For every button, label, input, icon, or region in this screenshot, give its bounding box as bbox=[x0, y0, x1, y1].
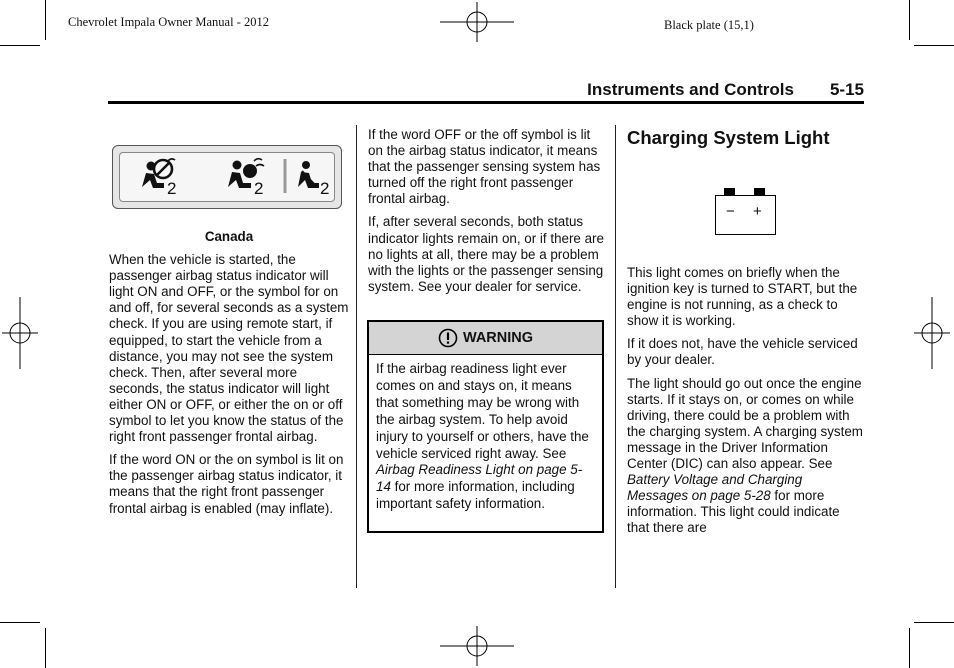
warning-text-main: If the airbag readiness light ever comes on and stays on, it means that something may be wrong with the airbag system. To help avoid injury to yourself or others, have the vehicle serviced right away. See bbox=[376, 361, 589, 461]
body-paragraph: If it does not, have the vehicle serviced by your dealer. bbox=[627, 336, 858, 368]
registration-mark-top bbox=[440, 2, 514, 42]
crop-mark bbox=[909, 0, 910, 40]
warning-text bbox=[369, 355, 602, 513]
registration-mark-left bbox=[2, 297, 38, 369]
crop-mark bbox=[45, 628, 46, 668]
indicator-face bbox=[119, 152, 335, 202]
figure-caption: Canada bbox=[204, 229, 254, 244]
airbag-status-icons bbox=[120, 153, 336, 203]
indicator-digit: 2 bbox=[320, 179, 330, 198]
column-3 bbox=[627, 265, 863, 544]
registration-mark-right bbox=[914, 297, 950, 369]
crop-mark bbox=[909, 628, 910, 668]
cross-reference-link[interactable]: Battery Voltage and Charging Messages on page 5-28 bbox=[627, 472, 803, 504]
body-paragraph: If the word OFF or the off symbol is lit on the airbag status indicator, it means that the passenger sensing system has turned off the right front passenger frontal airbag. bbox=[368, 127, 601, 207]
battery-icon bbox=[715, 195, 776, 235]
column-1 bbox=[109, 229, 349, 524]
running-header bbox=[108, 80, 864, 100]
body-paragraph: If the word ON or the on symbol is lit on the passenger airbag status indicator, it means that the right front passenger frontal airbag is enabled (may inflate). bbox=[109, 452, 344, 516]
column-divider bbox=[615, 125, 616, 588]
airbag-status-indicator-image bbox=[112, 145, 342, 209]
indicator-digit: 2 bbox=[167, 179, 177, 198]
cross-reference-link[interactable]: Airbag Readiness Light on page 5-14 bbox=[376, 462, 583, 495]
plate-number: Black plate (15,1) bbox=[664, 18, 754, 32]
column-2 bbox=[368, 127, 604, 302]
warning-text-end: for more information, including important safety information. bbox=[376, 479, 575, 512]
body-paragraph: This light comes on briefly when the ignition key is turned to START, but the engine is not running, as a check to show it is working. bbox=[627, 265, 858, 329]
plate-title: Chevrolet Impala Owner Manual - 2012 bbox=[68, 15, 269, 29]
plus-sign: + bbox=[753, 203, 762, 220]
header-rule bbox=[108, 101, 864, 104]
body-text: The light should go out once the engine starts. If it stays on, or comes on while driving, there could be a problem with the charging system. A charging system message in the Driver Information Center (DIC) can also appear. See bbox=[627, 375, 863, 472]
seatbelt-icon bbox=[298, 161, 319, 188]
crop-mark bbox=[0, 45, 40, 46]
warning-title: WARNING bbox=[462, 330, 534, 346]
warning-box bbox=[367, 320, 604, 533]
body-paragraph: When the vehicle is started, the passenger airbag status indicator will light ON and OFF, or the symbol for on and off, for several seconds as a system check. If you are using remote start, if equipped, to start the vehicle from a distance, you may not see the system check. Then, after several more seconds, the status indicator will light either ON or OFF, or either the on or off symbol to let you know the status of the right front passenger frontal airbag. bbox=[109, 252, 349, 445]
warning-header bbox=[369, 322, 602, 355]
indicator-digit: 2 bbox=[254, 179, 264, 198]
column-divider bbox=[356, 125, 357, 588]
crop-mark bbox=[0, 622, 40, 623]
crop-mark bbox=[45, 0, 46, 40]
crop-mark bbox=[914, 622, 954, 623]
section-heading: Charging System Light bbox=[627, 127, 830, 148]
page-number: 5-15 bbox=[829, 80, 864, 99]
warning-icon bbox=[438, 328, 458, 348]
body-paragraph bbox=[627, 376, 863, 537]
section-title: Instruments and Controls bbox=[587, 80, 794, 99]
registration-mark-bottom bbox=[440, 626, 514, 666]
body-text: for more information. This light could indicate that there are bbox=[627, 488, 840, 536]
body-paragraph: If, after several seconds, both status indicator lights remain on, or if there are no lights at all, there may be a problem with the lights or the passenger sensing system. See your dealer for service. bbox=[368, 214, 604, 294]
crop-mark bbox=[914, 45, 954, 46]
minus-sign: − bbox=[726, 203, 735, 220]
